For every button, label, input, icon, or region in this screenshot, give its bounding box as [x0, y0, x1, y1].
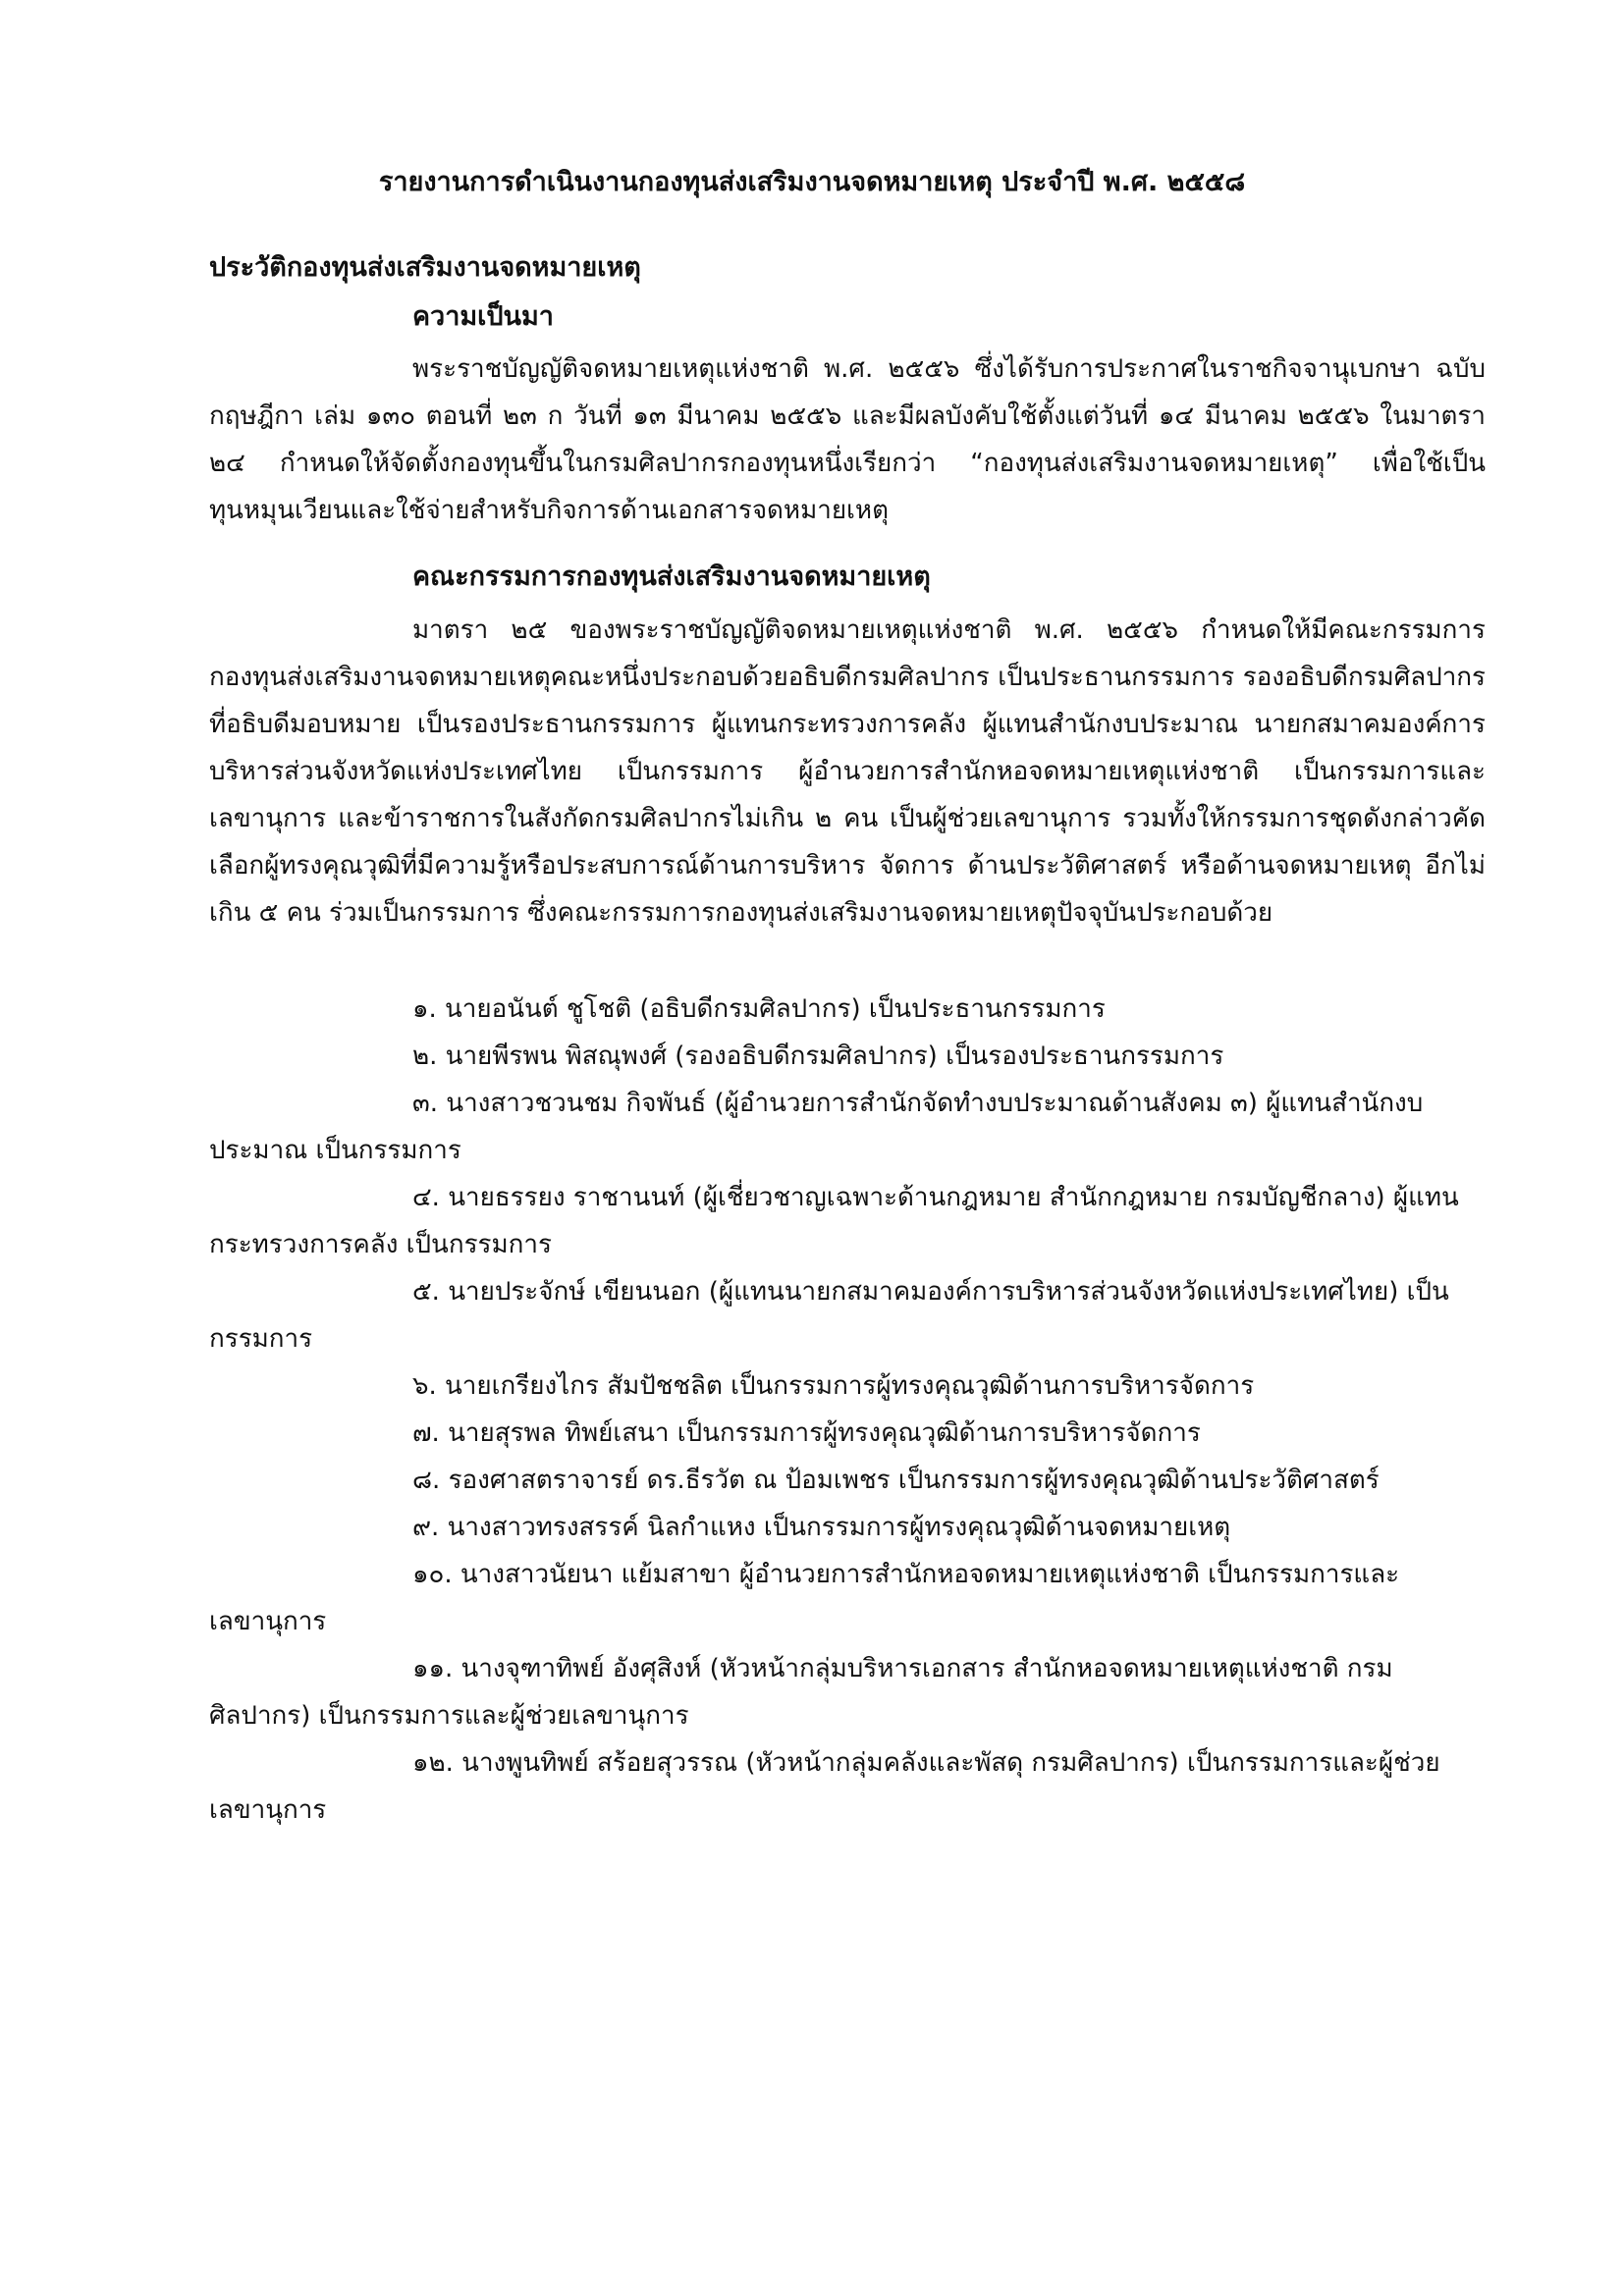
committee-heading: คณะกรรมการกองทุนส่งเสริมงานจดหมายเหตุ — [412, 561, 931, 592]
background-paragraph — [209, 346, 1486, 534]
committee-member-list — [209, 986, 1486, 1834]
list-item: ๑. นายอนันต์ ชูโชติ (อธิบดีกรมศิลปากร) เป็นประธานกรรมการ — [412, 994, 1106, 1024]
list-item: ๖. นายเกรียงไกร สัมปัชชลิต เป็นกรรมการผู้ทรงคุณวุฒิด้านการบริหารจัดการ — [412, 1371, 1255, 1401]
list-item: ๑๑. นางจุฑาทิพย์ อังศุสิงห์ (หัวหน้ากลุ่มบริหารเอกสาร สำนักหอจดหมายเหตุแห่งชาติ กรมศิลปากร) เป็นกรรมการและผู้ช่วยเลขานุการ — [209, 1654, 1393, 1731]
background-heading: ความเป็นมา — [412, 301, 554, 332]
background-paragraph-text: พระราชบัญญัติจดหมายเหตุแห่งชาติ พ.ศ. ๒๕๕๖ ซึ่งได้รับการประกาศในราชกิจจานุเบกษา ฉบับกฤษฎีกา เล่ม ๑๓๐ ตอนที่ ๒๓ ก วันที่ ๑๓ มีนาคม ๒๕๕๖ และมีผลบังคับใช้ตั้งแต่วันที่ ๑๔ มีนาคม ๒๕๕๖ ในมาตรา ๒๔ กำหนดให้จัดตั้งกองทุนขึ้นในกรมศิลปากรกองทุนหนึ่งเรียกว่า “กองทุนส่งเสริมงานจดหมายเหตุ” เพื่อใช้เป็นทุนหมุนเวียนและใช้จ่ายสำหรับกิจการด้านเอกสารจดหมายเหตุ — [209, 354, 1486, 525]
list-item: ๑๒. นางพูนทิพย์ สร้อยสุวรรณ (หัวหน้ากลุ่มคลังและพัสดุ กรมศิลปากร) เป็นกรรมการและผู้ช่วยเลขานุการ — [209, 1748, 1440, 1825]
list-item: ๒. นายพีรพน พิสณุพงศ์ (รองอธิบดีกรมศิลปากร) เป็นรองประธานกรรมการ — [412, 1041, 1224, 1071]
list-item: ๘. รองศาสตราจารย์ ดร.ธีรวัต ณ ป้อมเพชร เป็นกรรมการผู้ทรงคุณวุฒิด้านประวัติศาสตร์ — [412, 1466, 1380, 1495]
document-title: รายงานการดำเนินงานกองทุนส่งเสริมงานจดหมายเหตุ ประจำปี พ.ศ. ๒๕๕๘ — [378, 167, 1246, 197]
section-heading: ประวัติกองทุนส่งเสริมงานจดหมายเหตุ — [209, 252, 641, 283]
committee-paragraph — [209, 607, 1486, 936]
list-item: ๔. นายธรรยง ราชานนท์ (ผู้เชี่ยวชาญเฉพาะด้านกฎหมาย สำนักกฎหมาย กรมบัญชีกลาง) ผู้แทนกระทรวงการคลัง เป็นกรรมการ — [209, 1183, 1459, 1259]
list-item: ๙. นางสาวทรงสรรค์ นิลกำแหง เป็นกรรมการผู้ทรงคุณวุฒิด้านจดหมายเหตุ — [412, 1513, 1231, 1542]
list-item: ๓. นางสาวชวนชม กิจพันธ์ (ผู้อำนวยการสำนักจัดทำงบประมาณด้านสังคม ๓) ผู้แทนสำนักงบประมาณ เป็นกรรมการ — [209, 1089, 1424, 1165]
list-item: ๕. นายประจักษ์ เขียนนอก (ผู้แทนนายกสมาคมองค์การบริหารส่วนจังหวัดแห่งประเทศไทย) เป็นกรรมการ — [209, 1277, 1449, 1354]
committee-paragraph-text: มาตรา ๒๕ ของพระราชบัญญัติจดหมายเหตุแห่งชาติ พ.ศ. ๒๕๕๖ กำหนดให้มีคณะกรรมการกองทุนส่งเสริมงานจดหมายเหตุคณะหนึ่งประกอบด้วยอธิบดีกรมศิลปากร เป็นประธานกรรมการ รองอธิบดีกรมศิลปากรที่อธิบดีมอบหมาย เป็นรองประธานกรรมการ ผู้แทนกระทรวงการคลัง ผู้แทนสำนักงบประมาณ นายกสมาคมองค์การบริหารส่วนจังหวัดแห่งประเทศไทย เป็นกรรมการ ผู้อำนวยการสำนักหอจดหมายเหตุแห่งชาติ เป็นกรรมการและเลขานุการ และข้าราชการในสังกัดกรมศิลปากรไม่เกิน ๒ คน เป็นผู้ช่วยเลขานุการ รวมทั้งให้กรรมการชุดดังกล่าวคัดเลือกผู้ทรงคุณวุฒิที่มีความรู้หรือประสบการณ์ด้านการบริหาร จัดการ ด้านประวัติศาสตร์ หรือด้านจดหมายเหตุ อีกไม่เกิน ๕ คน ร่วมเป็นกรรมการ ซึ่งคณะกรรมการกองทุนส่งเสริมงานจดหมายเหตุปัจจุบันประกอบด้วย — [209, 615, 1486, 928]
list-item: ๗. นายสุรพล ทิพย์เสนา เป็นกรรมการผู้ทรงคุณวุฒิด้านการบริหารจัดการ — [412, 1418, 1201, 1448]
list-item: ๑๐. นางสาวนัยนา แย้มสาขา ผู้อำนวยการสำนักหอจดหมายเหตุแห่งชาติ เป็นกรรมการและเลขานุการ — [209, 1560, 1400, 1636]
